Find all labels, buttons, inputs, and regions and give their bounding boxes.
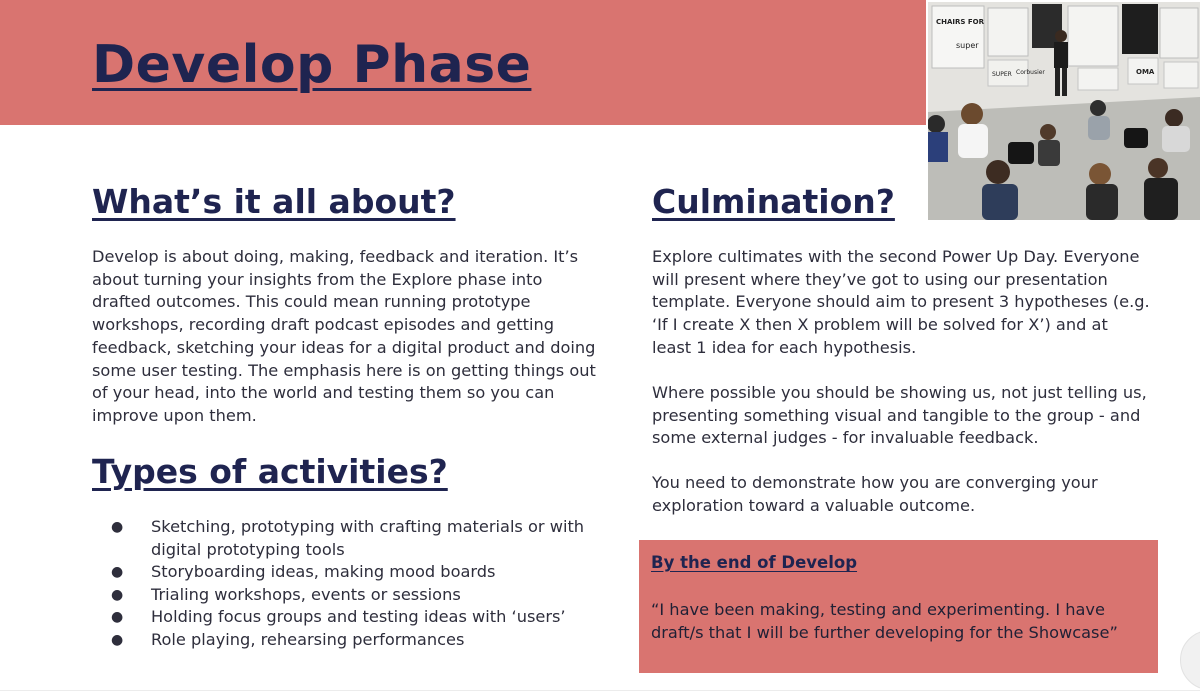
- list-item: [108, 606, 608, 629]
- summary-box: [639, 540, 1158, 673]
- activities-list: [108, 516, 608, 651]
- list-item-text: Role playing, rehearsing performances: [151, 629, 465, 649]
- list-item-text: Holding focus groups and testing ideas with ‘users’: [151, 607, 566, 626]
- summary-title: By the end of Develop: [651, 553, 858, 572]
- bullet-icon: ●: [111, 586, 124, 603]
- corner-circle-icon: [1180, 630, 1200, 690]
- culmination-heading: Culmination?: [652, 182, 895, 221]
- about-paragraph: Develop is about doing, making, feedback and iteration. It’s about turning your insights from the Explore phase into drafted outcomes. This could mean running prototype workshops, recording draft podcast episodes and getting feedback, sketching your ideas for a digital product and doing some user testing. The emphasis here is on getting things out of your head, into the world and testing them so you can improve upon them.: [92, 247, 596, 425]
- list-item: [108, 561, 608, 584]
- list-item: [108, 584, 608, 607]
- activities-heading: Types of activities?: [92, 452, 448, 491]
- about-heading: What’s it all about?: [92, 182, 456, 221]
- board-text-4: Corbusier: [1016, 69, 1045, 76]
- board-text-3: SUPER: [992, 71, 1012, 78]
- bullet-icon: ●: [111, 609, 124, 625]
- page-title: Develop Phase: [92, 35, 532, 95]
- board-text-1: CHAIRS FOR: [936, 18, 985, 26]
- bullet-icon: ●: [111, 631, 124, 648]
- board-text-2: super: [956, 41, 979, 50]
- workshop-photo: [928, 2, 1200, 220]
- culmination-paragraph-2: Where possible you should be showing us, not just telling us, presenting something visual and tangible to the group - and some external judges - for invaluable feedback.: [652, 383, 1147, 448]
- list-item: [108, 516, 608, 561]
- list-item: [108, 629, 608, 652]
- board-text-5: OMA: [1136, 68, 1155, 76]
- bullet-icon: ●: [111, 519, 124, 535]
- divider: [0, 690, 1200, 691]
- list-item-text: Sketching, prototyping with crafting materials or with digital prototyping tools: [151, 517, 585, 559]
- list-item-text: Storyboarding ideas, making mood boards: [151, 562, 496, 581]
- list-item-text: Trialing workshops, events or sessions: [151, 584, 461, 604]
- bullet-icon: ●: [111, 564, 124, 580]
- culmination-paragraph-1: Explore cultimates with the second Power Up Day. Everyone will present where they’ve got to using our presentation template. Everyone should aim to present 3 hypotheses (e.g. ‘If I create X then X problem will be solved for X’) and at least 1 idea for each hypothesis.: [652, 247, 1150, 357]
- culmination-paragraph-3: You need to demonstrate how you are converging your exploration toward a valuable outcome.: [652, 473, 1098, 515]
- summary-quote: “I have been making, testing and experimenting. I have draft/s that I will be further developing for the Showcase”: [651, 600, 1118, 642]
